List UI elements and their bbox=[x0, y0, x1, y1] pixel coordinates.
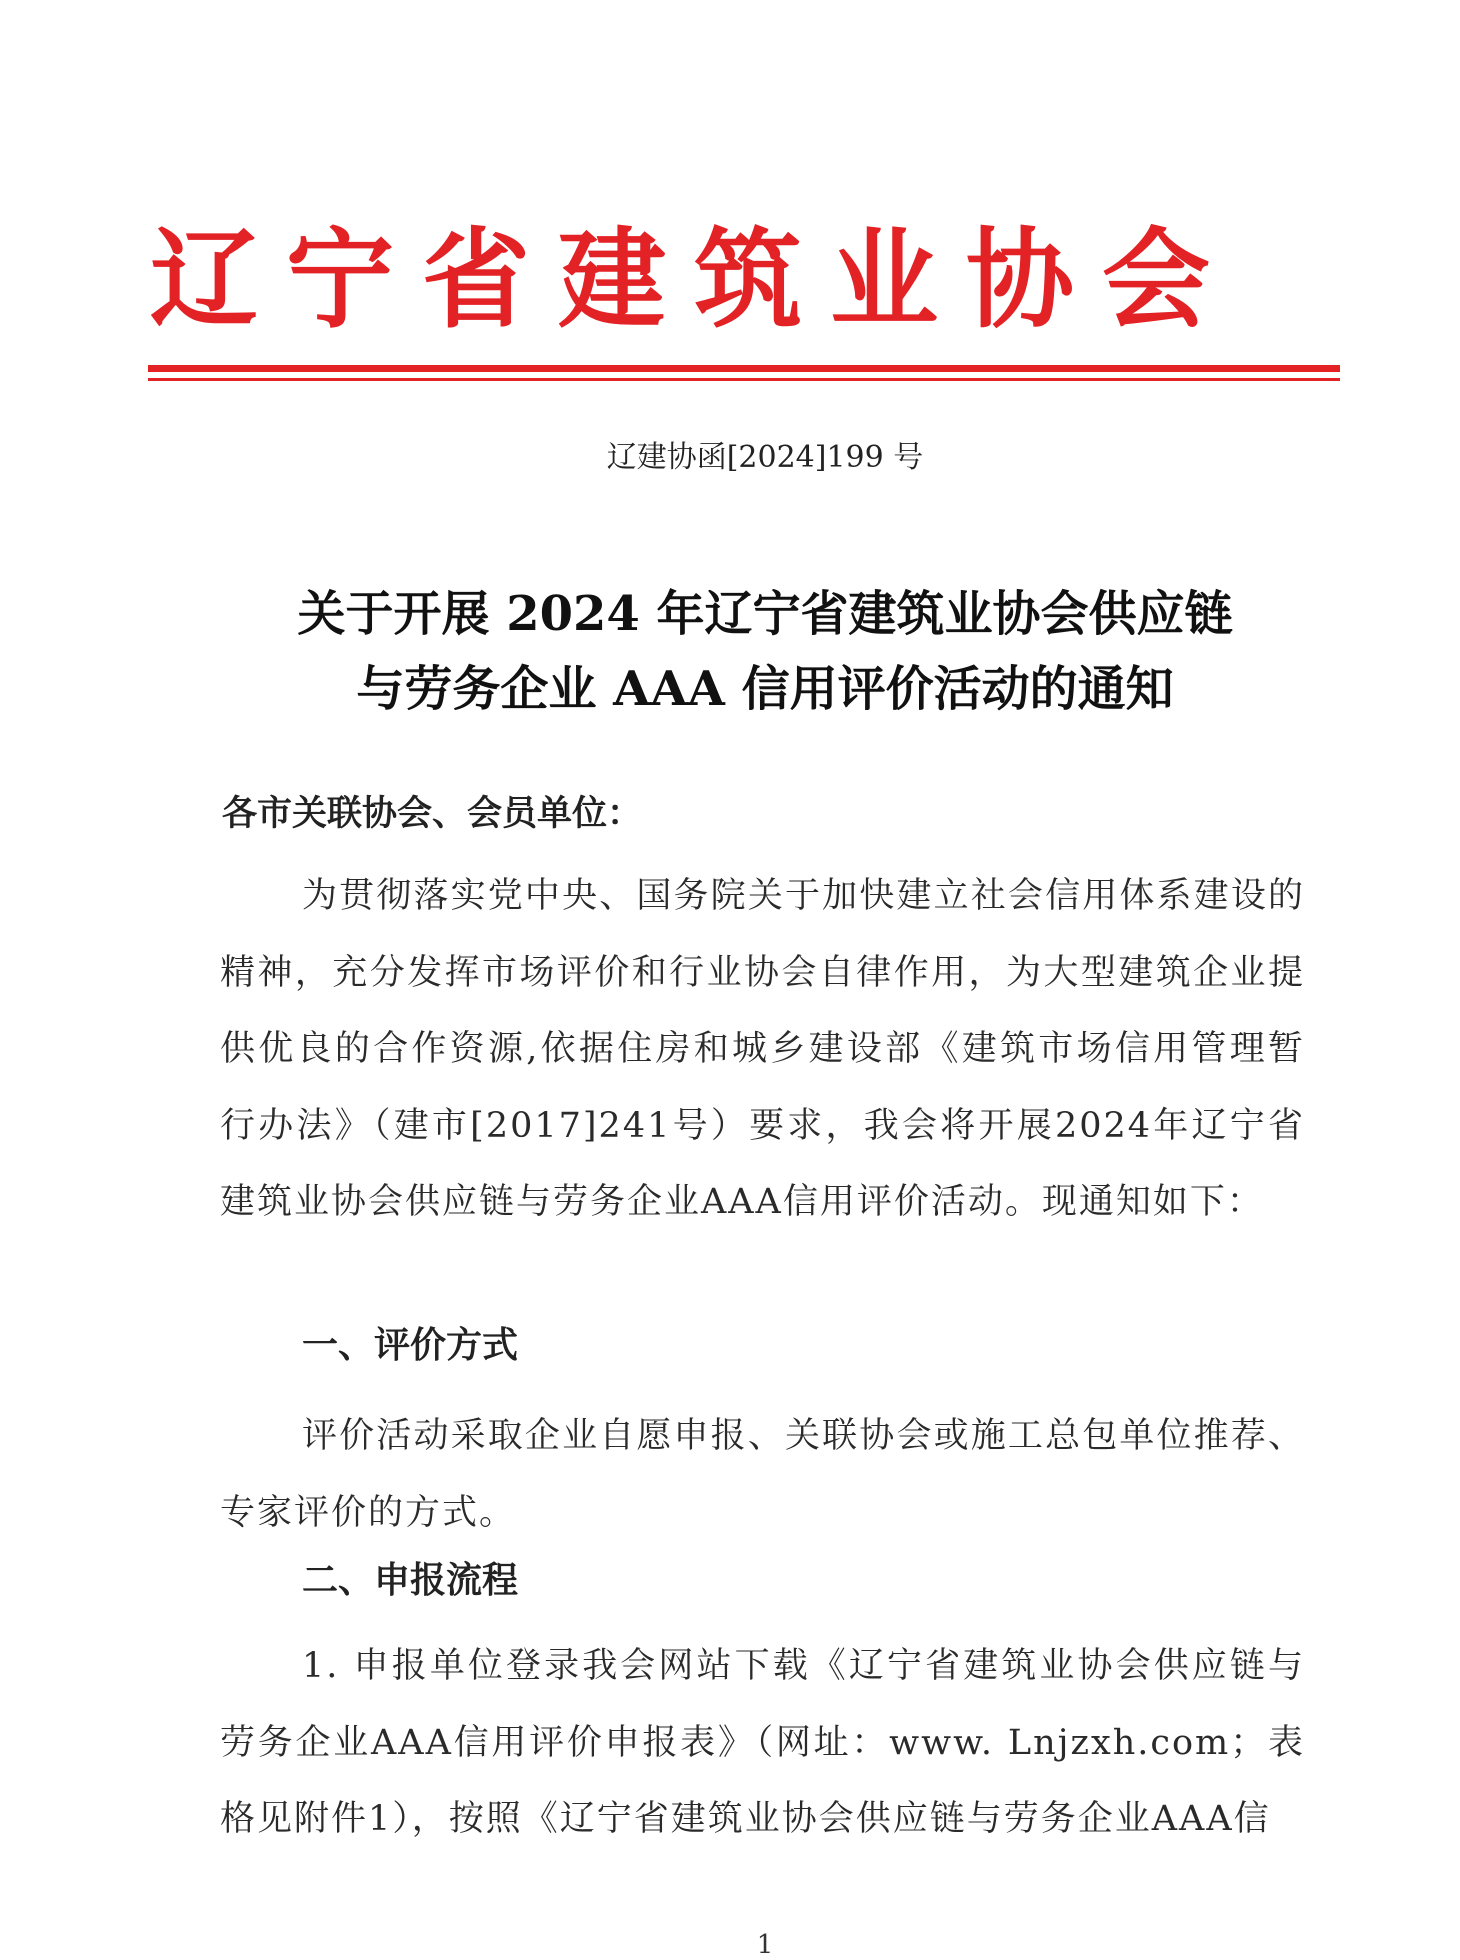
document-title-line-2: 与劳务企业 AAA 信用评价活动的通知 bbox=[356, 661, 1174, 717]
section-2-item-1-paragraph: 1. 申报单位登录我会网站下载《辽宁省建筑业协会供应链与劳务企业AAA信用评价申报表》（网址：www. Lnjzxh.com；表格见附件1），按照《辽宁省建筑业协会供应链与劳务企业AAA信 bbox=[220, 1646, 1305, 1839]
salutation: 各市关联协会、会员单位： bbox=[222, 794, 643, 834]
letterhead-red-rule-thin bbox=[148, 378, 1340, 381]
section-heading-evaluation-method: 一、评价方式 bbox=[302, 1325, 519, 1366]
section-heading-application-process: 二、申报流程 bbox=[302, 1560, 519, 1601]
document-number: 辽建协函[2024]199 号 bbox=[606, 440, 924, 475]
section-1-paragraph: 评价活动采取企业自愿申报、关联协会或施工总包单位推荐、专家评价的方式。 bbox=[220, 1416, 1305, 1533]
page-number: 1 bbox=[756, 1930, 774, 1960]
document-title-line-1: 关于开展 2024 年辽宁省建筑业协会供应链 bbox=[297, 586, 1233, 642]
letterhead-red-rule-thick bbox=[148, 365, 1340, 372]
intro-paragraph: 为贯彻落实党中央、国务院关于加快建立社会信用体系建设的精神，充分发挥市场评价和行业协会自律作用，为大型建筑企业提供优良的合作资源,依据住房和城乡建设部《建筑市场信用管理暂行办法》（建市[2017]241号）要求，我会将开展2024年辽宁省建筑业协会供应链与劳务企业AAA信用评价活动。现通知如下： bbox=[220, 876, 1305, 1222]
org-name-header: 辽宁省建筑业协会 bbox=[150, 217, 1210, 343]
